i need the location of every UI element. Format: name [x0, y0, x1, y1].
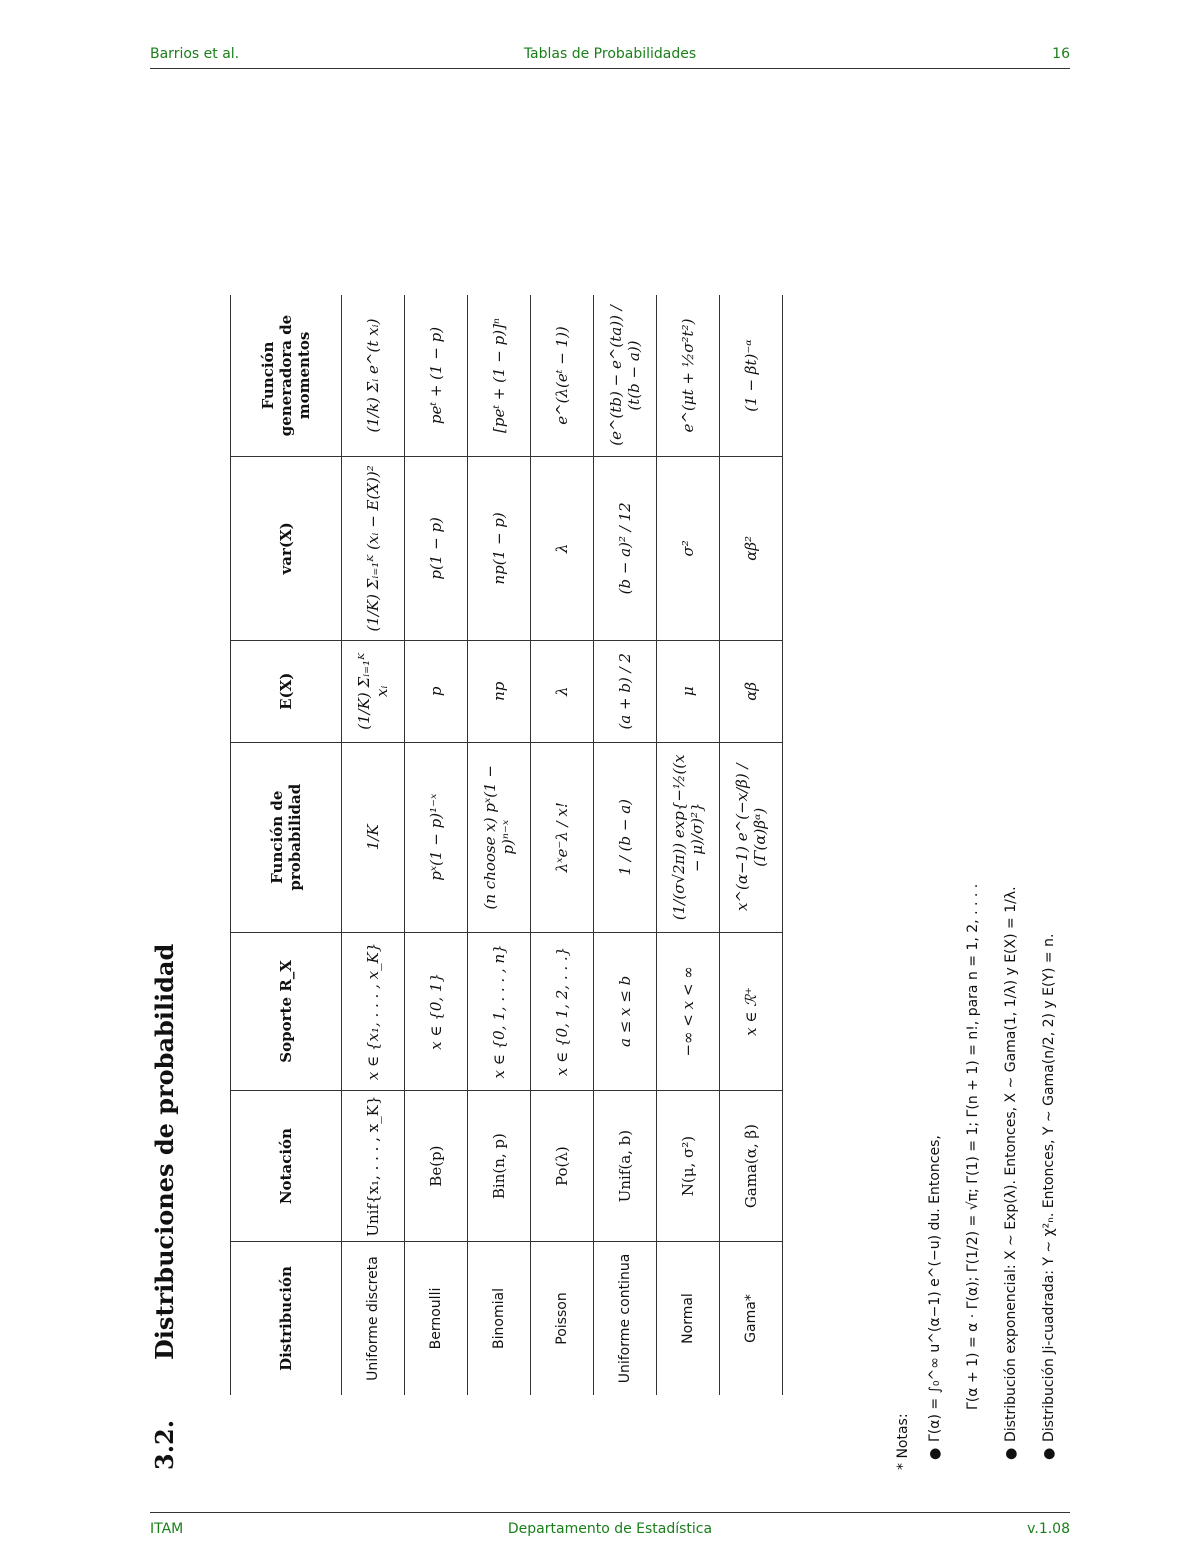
table-cell: Unif(a, b)	[594, 1091, 657, 1242]
footer-version: v.1.08	[1027, 1521, 1070, 1537]
table-cell: (1 − βt)⁻ᵅ	[720, 295, 783, 457]
table-cell: (1/K) Σᵢ₌₁ᴷ xᵢ	[342, 640, 405, 742]
table-cell: x ∈ ℛ⁺	[720, 932, 783, 1091]
table-cell: x ∈ {0, 1, 2, . . .}	[531, 932, 594, 1091]
table-cell: np	[468, 640, 531, 742]
table-cell: p(1 − p)	[405, 457, 468, 641]
table-cell: λ	[531, 640, 594, 742]
table-row	[468, 295, 531, 1395]
col-header: Función de probabilidad	[231, 742, 342, 932]
table-cell: Bernoulli	[405, 1242, 468, 1396]
table-cell: (n choose x) pˣ(1 − p)ⁿ⁻ˣ	[468, 742, 531, 932]
table-cell: a ≤ x ≤ b	[594, 932, 657, 1091]
note-text: Γ(α) = ∫₀^∞ u^(α−1) e^(−u) du. Entonces,	[927, 1135, 943, 1442]
bullet: ●	[927, 1447, 943, 1460]
rotated-content	[150, 170, 1070, 1470]
header-authors: Barrios et al.	[150, 46, 240, 62]
section-title: Distribuciones de probabilidad	[150, 943, 179, 1360]
table-cell: (1/(σ√2π)) exp{−½((x − μ)/σ)²}	[657, 742, 720, 932]
table-row	[594, 295, 657, 1395]
page-footer	[150, 1512, 1070, 1541]
table-cell: (e^(tb) − e^(ta)) / (t(b − a))	[594, 295, 657, 457]
table-cell: Po(λ)	[531, 1091, 594, 1242]
table-cell: Poisson	[531, 1242, 594, 1396]
table-cell: p	[405, 640, 468, 742]
footer-institution: ITAM	[150, 1521, 184, 1537]
notes-title: * Notas:	[895, 1413, 911, 1470]
note-text: Distribución Ji-cuadrada: Y ∼ χ²ₙ. Entonces, Y ∼ Gama(n/2, 2) y E(Y) = n.	[1041, 933, 1057, 1442]
col-header: E(X)	[231, 640, 342, 742]
header-page-number: 16	[1052, 46, 1070, 62]
table-cell: Be(p)	[405, 1091, 468, 1242]
col-header: Distribución	[231, 1242, 342, 1396]
table-cell: σ²	[657, 457, 720, 641]
table-cell: Uniforme continua	[594, 1242, 657, 1396]
table-cell: e^(λ(eᵗ − 1))	[531, 295, 594, 457]
table-cell: pˣ(1 − p)¹⁻ˣ	[405, 742, 468, 932]
table-cell: N(μ, σ²)	[657, 1091, 720, 1242]
table-cell: np(1 − p)	[468, 457, 531, 641]
table-row	[657, 295, 720, 1395]
table-header-row	[231, 295, 342, 1395]
col-header: Soporte R_X	[231, 932, 342, 1091]
header-title: Tablas de Probabilidades	[523, 46, 697, 62]
table-cell: Normal	[657, 1242, 720, 1396]
section-number: 3.2.	[150, 1419, 179, 1470]
table-row	[531, 295, 594, 1395]
table-cell: Uniforme discreta	[342, 1242, 405, 1396]
col-header: var(X)	[231, 457, 342, 641]
distributions-table	[230, 295, 783, 1395]
table-cell: Gama(α, β)	[720, 1091, 783, 1242]
page-header	[150, 46, 1070, 69]
table-cell: (1/K) Σᵢ₌₁ᴷ (xᵢ − E(X))²	[342, 457, 405, 641]
table-cell: αβ	[720, 640, 783, 742]
footer-department: Departamento de Estadística	[507, 1521, 713, 1537]
table-row	[342, 295, 405, 1395]
note-item	[1003, 886, 1019, 1460]
note-item	[927, 1135, 943, 1460]
table-cell: (1/k) Σᵢ e^(t xᵢ)	[342, 295, 405, 457]
note-item	[965, 884, 981, 1410]
note-text: Γ(α + 1) = α · Γ(α); Γ(1/2) = √π; Γ(1) = 1; Γ(n + 1) = n!, para n = 1, 2, . . . .	[965, 883, 981, 1410]
table-cell: (a + b) / 2	[594, 640, 657, 742]
bullet: ●	[1003, 1447, 1019, 1460]
table-cell: αβ²	[720, 457, 783, 641]
table-cell: e^(μt + ½σ²t²)	[657, 295, 720, 457]
note-item	[1041, 934, 1057, 1460]
table-cell: λˣe⁻λ / x!	[531, 742, 594, 932]
table-cell: peᵗ + (1 − p)	[405, 295, 468, 457]
table-cell: [peᵗ + (1 − p)]ⁿ	[468, 295, 531, 457]
table-cell: −∞ < x < ∞	[657, 932, 720, 1091]
table-cell: λ	[531, 457, 594, 641]
table-cell: μ	[657, 640, 720, 742]
table-cell: x ∈ {0, 1, . . . , n}	[468, 932, 531, 1091]
table-cell: 1 / (b − a)	[594, 742, 657, 932]
col-header: Función generadora de momentos	[231, 295, 342, 457]
table-cell: Binomial	[468, 1242, 531, 1396]
col-header: Notación	[231, 1091, 342, 1242]
table-cell: Unif{x₁, . . . , x_K}	[342, 1091, 405, 1242]
note-text: Distribución exponencial: X ∼ Exp(λ). Entonces, X ∼ Gama(1, 1/λ) y E(X) = 1/λ.	[1003, 886, 1019, 1442]
table-cell: x^(α−1) e^(−x/β) / (Γ(α)βᵅ)	[720, 742, 783, 932]
table-row	[720, 295, 783, 1395]
bullet: ●	[1041, 1447, 1057, 1460]
table-cell: x ∈ {0, 1}	[405, 932, 468, 1091]
table-cell: (b − a)² / 12	[594, 457, 657, 641]
table-cell: x ∈ {x₁, . . . , x_K}	[342, 932, 405, 1091]
table-cell: Gama*	[720, 1242, 783, 1396]
section-heading	[150, 944, 179, 1470]
table-cell: Bin(n, p)	[468, 1091, 531, 1242]
table-row	[405, 295, 468, 1395]
table-cell: 1/K	[342, 742, 405, 932]
